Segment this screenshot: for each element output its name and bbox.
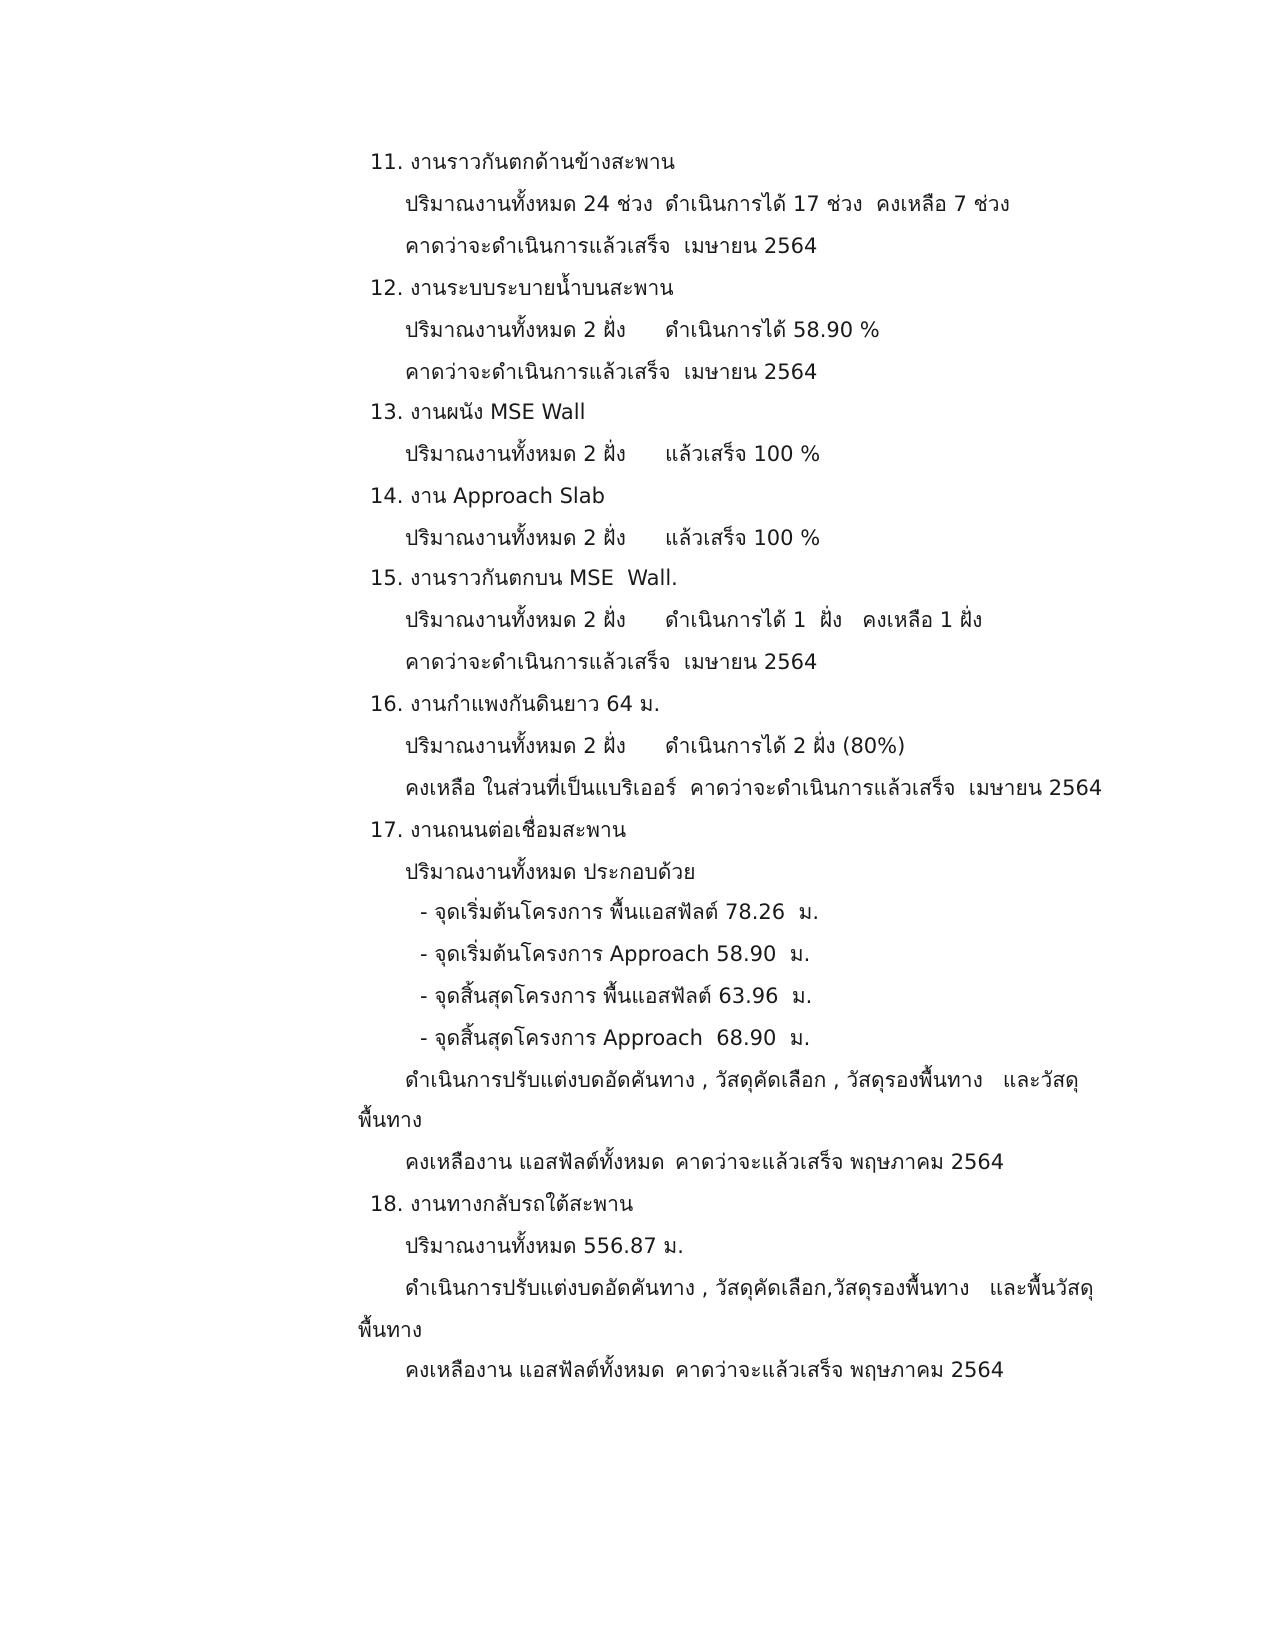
- item-18-heading: 18. งานทางกลับรถใต้สะพาน: [370, 1192, 634, 1216]
- item-17-subitem: - จุดเริ่มต้นโครงการ พื้นแอสฟัลต์ 78.26 ม.: [420, 900, 820, 924]
- item-17-expected: คาดว่าจะแล้วเสร็จ พฤษภาคม 2564: [675, 1150, 1005, 1174]
- item-17-quantity: ปริมาณงานทั้งหมด ประกอบด้วย: [405, 860, 696, 884]
- item-11-quantity: ปริมาณงานทั้งหมด 24 ช่วง: [405, 192, 653, 216]
- item-11-heading: 11. งานราวกันตกด้านข้างสะพาน: [370, 150, 676, 174]
- item-13-heading: 13. งานผนัง MSE Wall: [370, 400, 586, 424]
- item-17-work-line1: ดำเนินการปรับแต่งบดอัดคันทาง , วัสดุคัดเลือก , วัสดุรองพื้นทาง และวัสดุ: [405, 1068, 1079, 1092]
- item-11-progress: ดำเนินการได้ 17 ช่วง คงเหลือ 7 ช่วง: [665, 192, 1010, 216]
- item-16-quantity: ปริมาณงานทั้งหมด 2 ฝั่ง: [405, 734, 626, 758]
- item-15-heading: 15. งานราวกันตกบน MSE Wall.: [370, 566, 678, 590]
- item-16-progress: ดำเนินการได้ 2 ฝั่ง (80%): [665, 734, 906, 758]
- item-16-heading: 16. งานกำแพงกันดินยาว 64 ม.: [370, 692, 661, 716]
- item-15-expected: คาดว่าจะดำเนินการแล้วเสร็จ เมษายน 2564: [405, 650, 818, 674]
- item-12-expected: คาดว่าจะดำเนินการแล้วเสร็จ เมษายน 2564: [405, 360, 818, 384]
- item-14-heading: 14. งาน Approach Slab: [370, 484, 605, 508]
- item-17-subitem: - จุดสิ้นสุดโครงการ พื้นแอสฟัลต์ 63.96 ม.: [420, 984, 813, 1008]
- item-12-quantity: ปริมาณงานทั้งหมด 2 ฝั่ง: [405, 318, 626, 342]
- item-11-expected: คาดว่าจะดำเนินการแล้วเสร็จ เมษายน 2564: [405, 234, 818, 258]
- item-18-expected: คาดว่าจะแล้วเสร็จ พฤษภาคม 2564: [675, 1358, 1005, 1382]
- item-17-subitem: - จุดสิ้นสุดโครงการ Approach 68.90 ม.: [420, 1026, 811, 1050]
- item-17-work-line2: พื้นทาง: [358, 1108, 423, 1132]
- item-16-remaining: คงเหลือ ในส่วนที่เป็นแบริเออร์ คาดว่าจะดำเนินการแล้วเสร็จ เมษายน 2564: [405, 776, 1103, 800]
- item-18-work-line1: ดำเนินการปรับแต่งบดอัดคันทาง , วัสดุคัดเลือก,วัสดุรองพื้นทาง และพื้นวัสดุ: [405, 1276, 1094, 1300]
- item-18-work-line2: พื้นทาง: [358, 1318, 423, 1342]
- item-12-heading: 12. งานระบบระบายน้ำบนสะพาน: [370, 276, 674, 300]
- item-17-remaining: คงเหลืองาน แอสฟัลต์ทั้งหมด: [405, 1150, 665, 1174]
- item-17-heading: 17. งานถนนต่อเชื่อมสะพาน: [370, 818, 627, 842]
- item-13-progress: แล้วเสร็จ 100 %: [665, 442, 821, 466]
- item-14-quantity: ปริมาณงานทั้งหมด 2 ฝั่ง: [405, 526, 626, 550]
- item-17-subitem: - จุดเริ่มต้นโครงการ Approach 58.90 ม.: [420, 942, 811, 966]
- item-13-quantity: ปริมาณงานทั้งหมด 2 ฝั่ง: [405, 442, 626, 466]
- item-14-progress: แล้วเสร็จ 100 %: [665, 526, 821, 550]
- item-15-progress: ดำเนินการได้ 1 ฝั่ง คงเหลือ 1 ฝั่ง: [665, 608, 983, 632]
- item-18-quantity: ปริมาณงานทั้งหมด 556.87 ม.: [405, 1234, 684, 1258]
- item-12-progress: ดำเนินการได้ 58.90 %: [665, 318, 880, 342]
- item-15-quantity: ปริมาณงานทั้งหมด 2 ฝั่ง: [405, 608, 626, 632]
- item-18-remaining: คงเหลืองาน แอสฟัลต์ทั้งหมด: [405, 1358, 665, 1382]
